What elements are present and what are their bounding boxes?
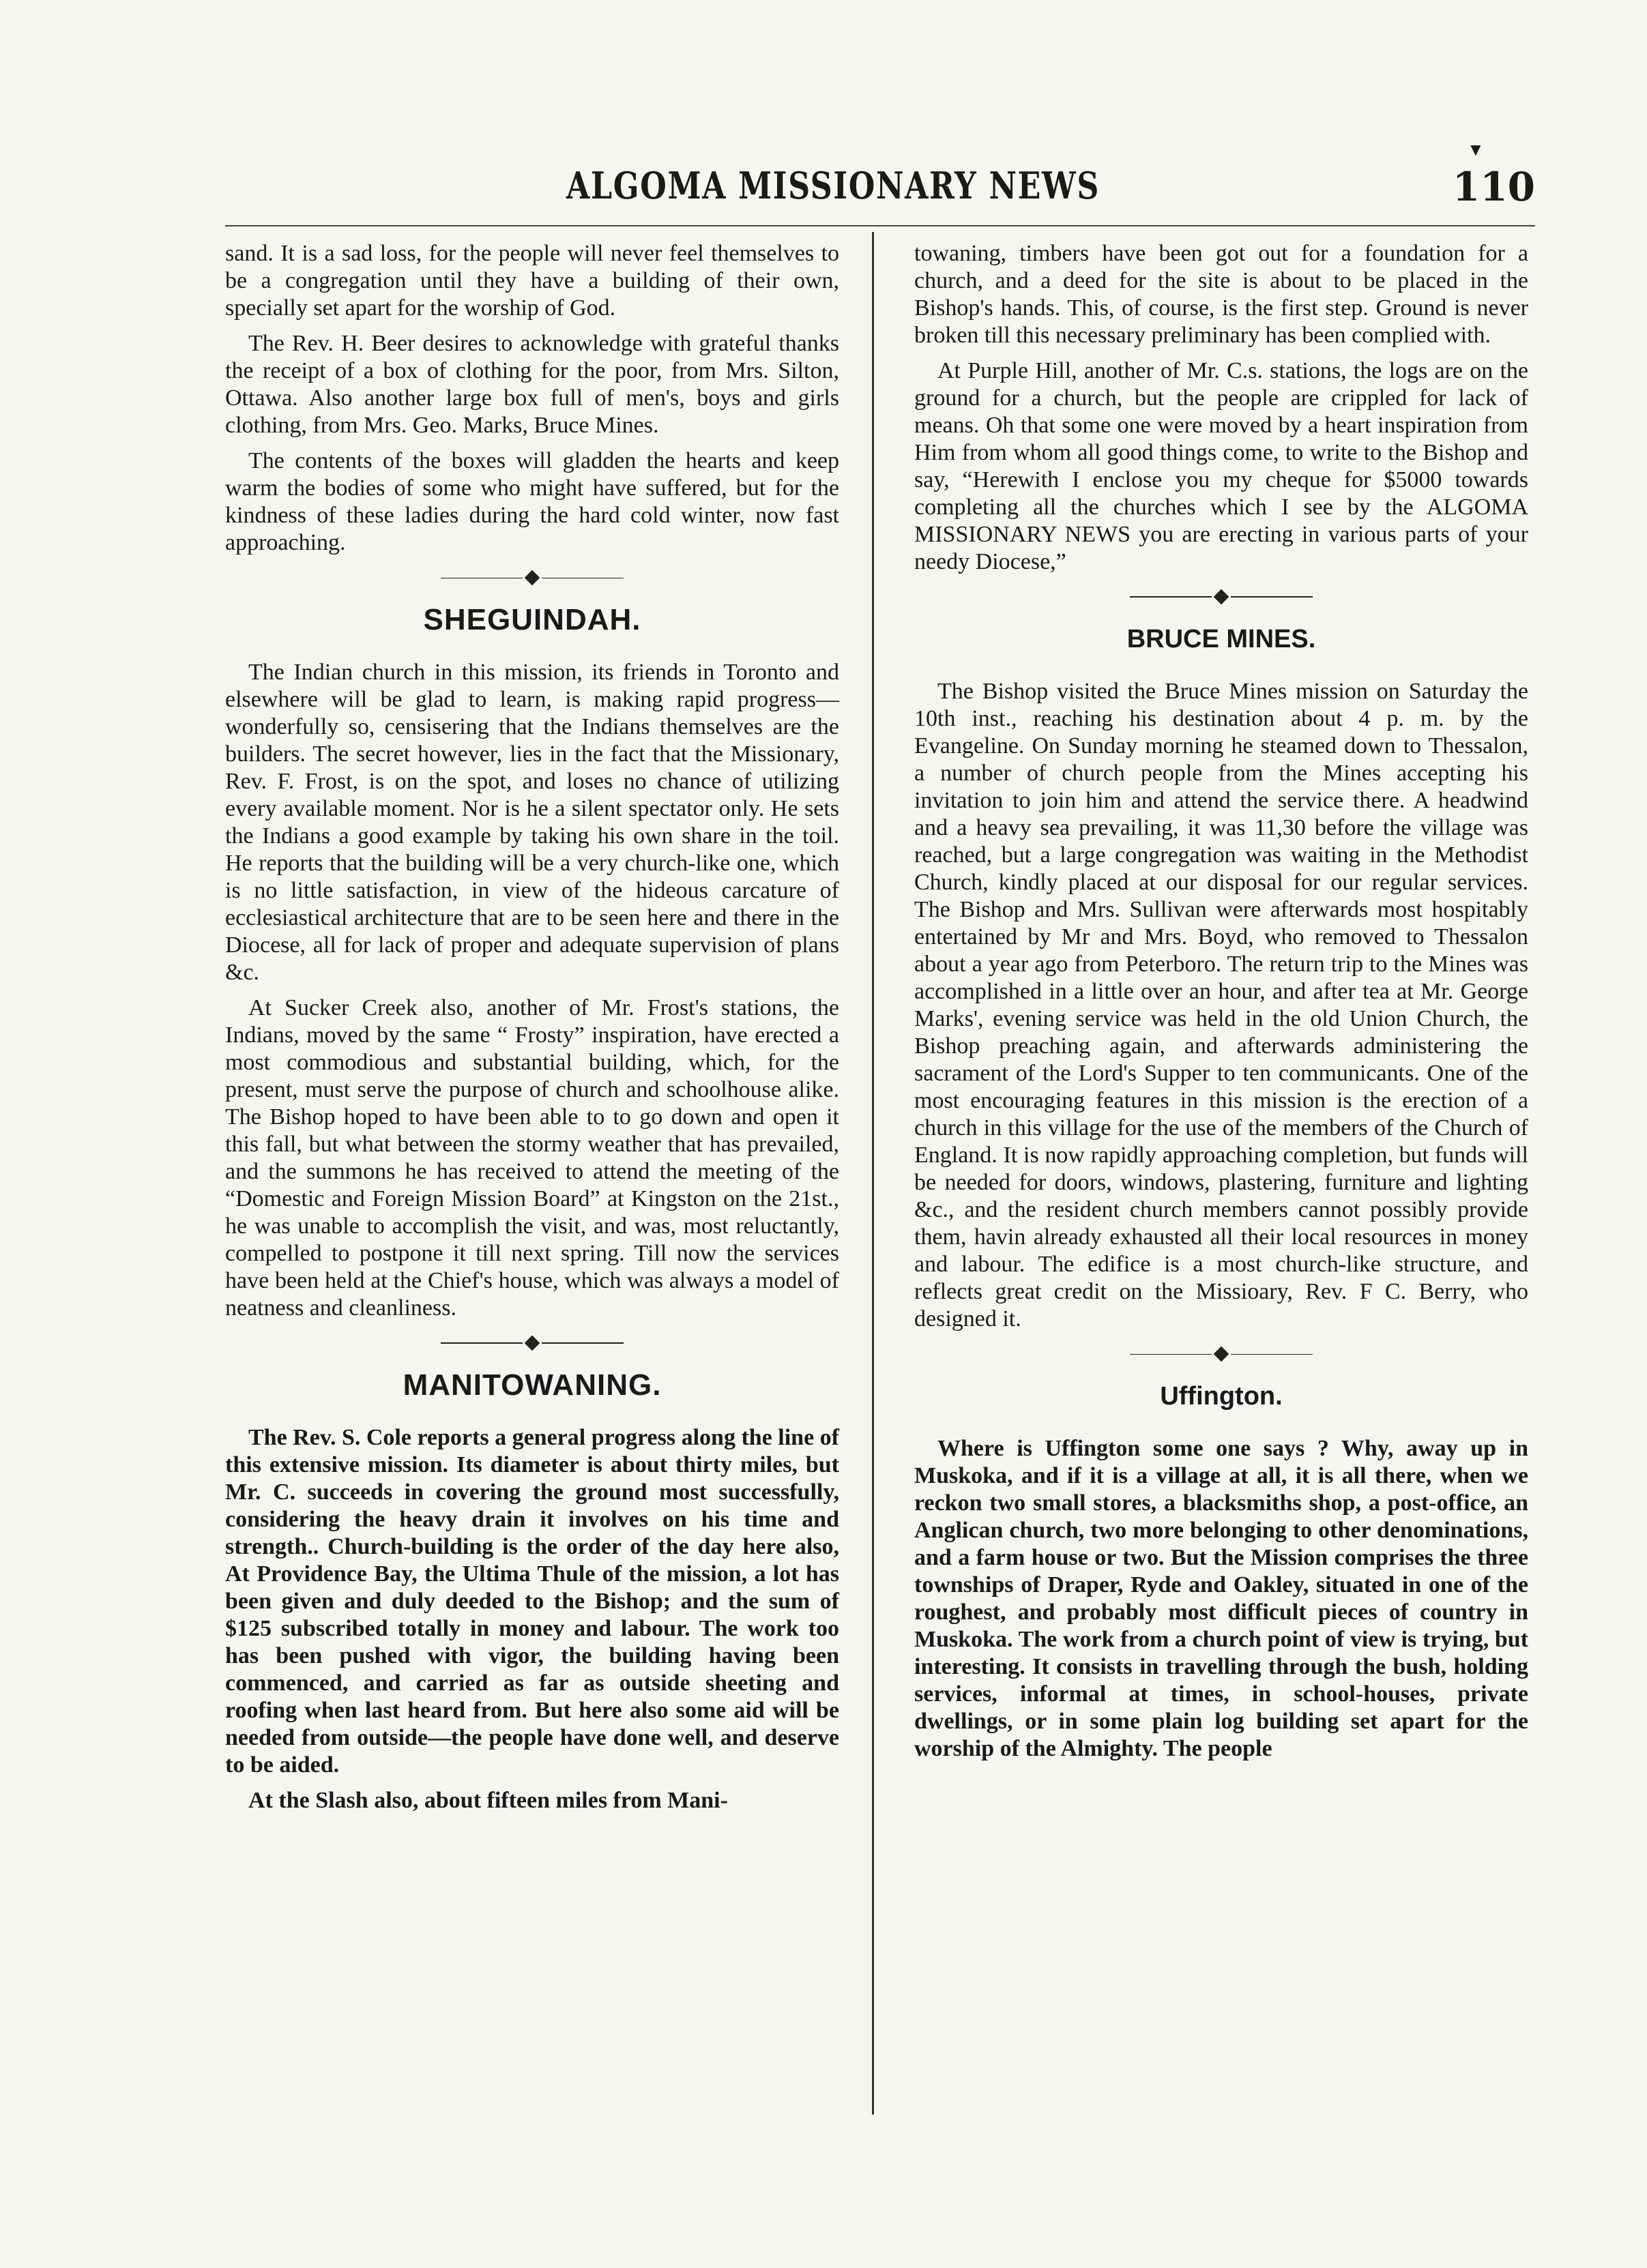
paragraph-purple-hill: At Purple Hill, another of Mr. C.s. stations, the logs are on the ground for a church, but the people are crippled for lack of means. Oh that some one were moved by a heart inspiration from Him from whom all good things come, to write to the Bishop and say, “Herewith I enclose you my cheque for $5000 towards completing all the churches which I see by the ALGOMA MISSIONARY NEWS you are erecting in various parts of your needy Diocese,” bbox=[914, 358, 1528, 574]
paragraph-sand: sand. It is a sad loss, for the people will never feel themselves to be a congregation until they have a building of their own, specially set apart for the worship of God. bbox=[225, 241, 839, 321]
heading-bruce-mines: BRUCE MINES. bbox=[1126, 625, 1316, 653]
section-ornament bbox=[225, 1331, 839, 1352]
heading-uffington: Uffington. bbox=[1160, 1382, 1283, 1411]
paragraph-sucker-creek: At Sucker Creek also, another of Mr. Frost's stations, the Indians, moved by the same “ Frosty” inspiration, have erected a most commodious and substantial building, which, for the present, must serve the purpose of church and schoolhouse alike. The Bishop hoped to have been able to to go down and open it this fall, but what between the stormy weather that has prevailed, and the summons he has received to attend the meeting of the “Domestic and Foreign Mission Board” at Kingston on the 21st., he was unable to accomplish the visit, and was, most reluctantly, compelled to postpone it till next spring. Till now the services have been held at the Chief's house, which was always a model of neatness and cleanliness. bbox=[225, 995, 839, 1321]
paragraph-uffington: Where is Uffington some one says ? Why, away up in Muskoka, and if it is a village at all, it is all there, when we reckon two small stores, a blacksmiths shop, a post-office, an Anglican church, two more belonging to other denominations, and a farm house or two. But the Mission comprises the three townships of Draper, Ryde and Oakley, situated in one of the roughest, and probably most difficult pieces of country in Muskoka. The work from a church point of view is trying, but interesting. It consists in travelling through the bush, holding services, informal at times, in school-houses, private dwellings, or in some plain log building set apart for the worship of the Almighty. The people bbox=[914, 1436, 1528, 1761]
paragraph-indian-church: The Indian church in this mission, its friends in Toronto and elsewhere will be glad to learn, is making rapid progress—wonderfully so, censisering that the Indians themselves are the builders. The secret however, lies in the fact that the Missionary, Rev. F. Frost, is on the spot, and loses no chance of utilizing every available moment. Nor is he a silent spectator only. He sets the Indians a good example by taking his own share in the toil. He reports that the building will be a very church-like one, which is no little satisfaction, in view of the hideous carcature of ecclesiastical architecture that are to be seen here and there in the Diocese, all for lack of proper and adequate supervision of plans &c. bbox=[225, 660, 839, 985]
section-ornament bbox=[225, 566, 839, 587]
paragraph-rev-cole: The Rev. S. Cole reports a general progress along the line of this extensive mission. Its diameter is about thirty miles, but Mr. C. succeeds in covering the ground most successfully, considering the heavy drain it involves on his time and strength.. Church-building is the order of the day here also, At Providence Bay, the Ultima Thule of the mission, a lot has been given and duly deeded to the Bishop; and the sum of $125 subscribed totally in money and labour. The work too has been pushed with vigor, the building having been commenced, and carried as far as outside sheeting and roofing when last heard from. But here also some aid will be needed from outside—the people have done well, and deserve to be aided. bbox=[225, 1425, 840, 1778]
header-rule bbox=[225, 225, 1535, 226]
stray-print-mark: ▼ bbox=[1467, 140, 1485, 160]
right-column bbox=[914, 240, 1528, 1771]
paragraph-towaning: towaning, timbers have been got out for a foundation for a church, and a deed for the site is about to be placed in the Bishop's hands. This, of course, is the first step. Ground is never broken till this necessary preliminary has been complied with. bbox=[914, 241, 1528, 348]
left-column bbox=[225, 240, 839, 1823]
heading-manitowaning: MANITOWANING. bbox=[403, 1368, 662, 1402]
section-ornament bbox=[914, 585, 1528, 606]
paragraph-rev-beer: The Rev. H. Beer desires to acknowledge with grateful thanks the receipt of a box of clothing for the poor, from Mrs. Silton, Ottawa. Also another large box full of men's, boys and girls clothing, from Mrs. Geo. Marks, Bruce Mines. bbox=[225, 331, 839, 438]
paragraph-boxes: The contents of the boxes will gladden the hearts and keep warm the bodies of some who might have suffered, but for the kindness of these ladies during the hard cold winter, now fast approaching. bbox=[225, 448, 839, 555]
masthead-title: ALGOMA MISSIONARY NEWS bbox=[566, 164, 1100, 207]
heading-sheguindah: SHEGUINDAH. bbox=[423, 603, 641, 636]
paragraph-bishop-visit: The Bishop visited the Bruce Mines mission on Saturday the 10th inst., reaching his destination about 4 p. m. by the Evangeline. On Sunday morning he steamed down to Thessalon, a number of church people from the Mines accepting his invitation to join him and attend the service there. A headwind and a heavy sea prevailing, it was 11,30 before the village was reached, but a large congregation was waiting in the Methodist Church, kindly placed at our disposal for our regular services. The Bishop and Mrs. Sullivan were afterwards most hospitably entertained by Mr and Mrs. Boyd, who removed to Thessalon about a year ago from Peterboro. The return trip to the Mines was accomplished in a little over an hour, and after tea at Mr. George Marks', evening service was held in the old Union Church, the Bishop preaching again, and afterwards administering the sacrament of the Lord's Supper to ten communicants. One of the most encouraging features in this mission is the erection of a church in this village for the use of the members of the Church of England. It is now rapidly approaching completion, but funds will be needed for doors, windows, plastering, furniture and lighting &c., and the resident church members cannot possibly provide them, havin already exhausted all their local resources in money and labour. The edifice is a most church-like structure, and reflects great credit on the Missioary, Rev. F C. Berry, who designed it. bbox=[914, 679, 1528, 1331]
paragraph-slash: At the Slash also, about fifteen miles from Mani- bbox=[248, 1788, 728, 1813]
column-divider bbox=[872, 232, 874, 2115]
page-header bbox=[225, 164, 1535, 225]
page-number: 110 bbox=[1452, 164, 1535, 210]
section-ornament bbox=[914, 1342, 1528, 1363]
